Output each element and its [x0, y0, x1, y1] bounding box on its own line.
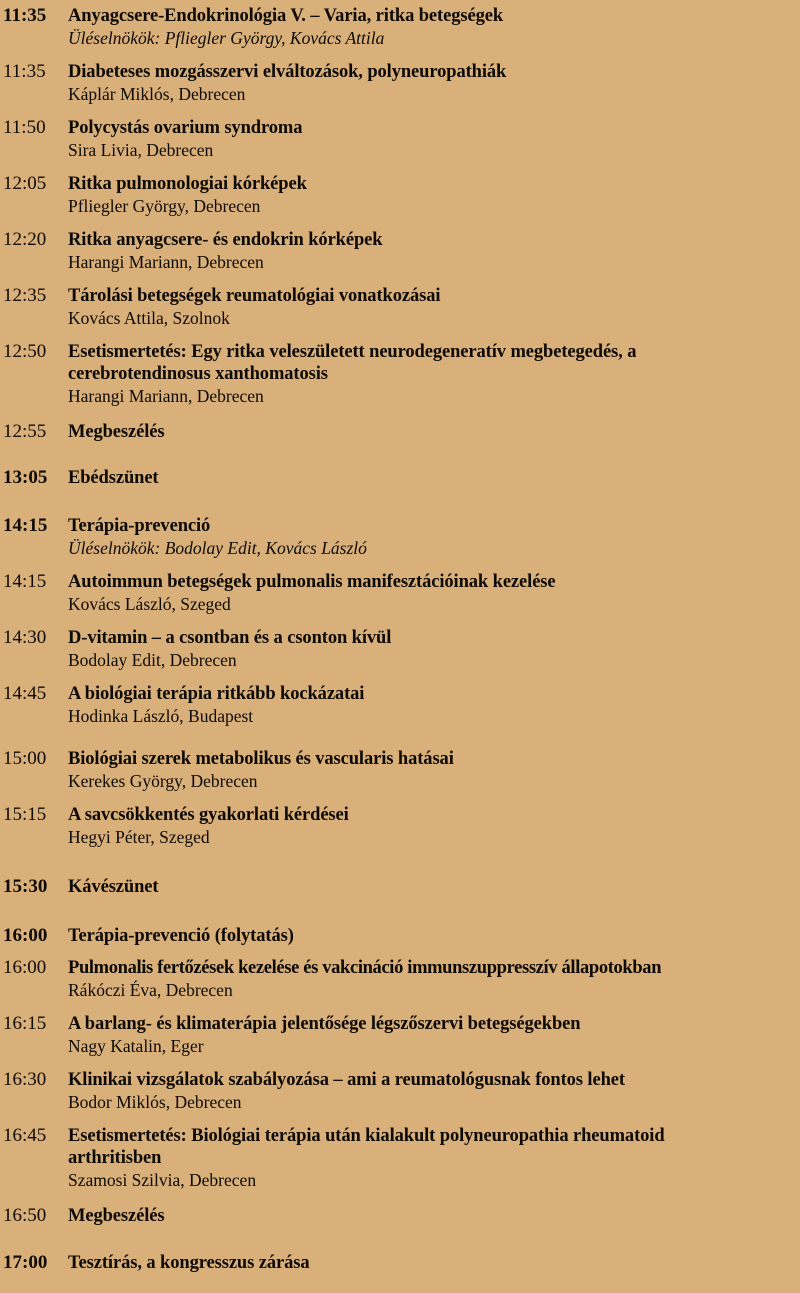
entry-time: 11:50	[3, 117, 46, 138]
entry-time: 15:15	[3, 804, 47, 825]
speaker: Hegyi Péter, Szeged	[68, 827, 210, 847]
talk-title: A biológiai terápia ritkább kockázatai	[68, 684, 365, 704]
entry-time: 14:15	[3, 571, 47, 592]
talk-title-line-2: cerebrotendinosus xanthomatosis	[68, 364, 328, 384]
speaker: Pfliegler György, Debrecen	[68, 196, 261, 216]
talk-title: Diabeteses mozgásszervi elváltozások, polyneuropathiák	[68, 62, 507, 82]
discussion-label: Megbeszélés	[68, 1206, 165, 1226]
talk-title-line-2: arthritisben	[68, 1148, 162, 1168]
talk-title: Ritka pulmonologiai kórképek	[68, 174, 307, 194]
talk-title: Autoimmun betegségek pulmonalis manifesztációinak kezelése	[68, 572, 556, 592]
entry-time: 12:55	[3, 421, 47, 442]
talk-title-line-1: Esetismertetés: Egy ritka veleszületett neurodegeneratív megbetegedés, a	[68, 342, 637, 362]
entry-time: 15:30	[3, 876, 48, 897]
entry-time: 12:20	[3, 229, 47, 250]
entry-time: 11:35	[3, 5, 47, 26]
speaker: Bodor Miklós, Debrecen	[68, 1092, 242, 1112]
speaker: Kovács László, Szeged	[68, 594, 231, 614]
entry-time: 12:05	[3, 173, 47, 194]
entry-time: 16:45	[3, 1125, 47, 1146]
talk-title: Klinikai vizsgálatok szabályozása – ami a reumatológusnak fontos lehet	[68, 1070, 625, 1090]
entry-time: 16:00	[3, 925, 48, 946]
speaker: Nagy Katalin, Eger	[68, 1036, 204, 1056]
speaker: Szamosi Szilvia, Debrecen	[68, 1170, 257, 1190]
speaker: Kerekes György, Debrecen	[68, 771, 258, 791]
entry-time: 14:15	[3, 515, 48, 536]
session-title: Anyagcsere-Endokrinológia V. – Varia, ritka betegségek	[68, 6, 504, 26]
entry-time: 11:35	[3, 61, 46, 82]
entry-time: 16:30	[3, 1069, 47, 1090]
talk-title: Pulmonalis fertőzések kezelése és vakcináció immunszuppresszív állapotokban	[68, 958, 662, 978]
talk-title-line-1: Esetismertetés: Biológiai terápia után kialakult polyneuropathia rheumatoid	[68, 1126, 665, 1146]
speaker: Bodolay Edit, Debrecen	[68, 650, 237, 670]
speaker: Hodinka László, Budapest	[68, 706, 254, 726]
entry-time: 14:45	[3, 683, 47, 704]
entry-time: 14:30	[3, 627, 47, 648]
talk-title: D-vitamin – a csontban és a csonton kívül	[68, 628, 392, 648]
entry-time: 12:50	[3, 341, 47, 362]
session-title: Terápia-prevenció	[68, 516, 211, 536]
speaker: Kovács Attila, Szolnok	[68, 308, 230, 328]
talk-title: Polycystás ovarium syndroma	[68, 118, 303, 138]
entry-time: 16:00	[3, 957, 47, 978]
talk-title: Ritka anyagcsere- és endokrin kórképek	[68, 230, 383, 250]
entry-time: 17:00	[3, 1252, 48, 1273]
entry-time: 12:35	[3, 285, 47, 306]
speaker: Káplár Miklós, Debrecen	[68, 84, 246, 104]
talk-title: A savcsökkentés gyakorlati kérdései	[68, 805, 349, 825]
talk-title: A barlang- és klimaterápia jelentősége légszőszervi betegségekben	[68, 1014, 581, 1034]
entry-time: 13:05	[3, 467, 48, 488]
session-chairs: Üléselnökök: Pfliegler György, Kovács Attila	[68, 28, 385, 48]
talk-title: Biológiai szerek metabolikus és vascularis hatásai	[68, 749, 454, 769]
talk-title: Tárolási betegségek reumatológiai vonatkozásai	[68, 286, 441, 306]
break-label: Kávészünet	[68, 877, 159, 897]
speaker: Rákóczi Éva, Debrecen	[68, 980, 233, 1000]
entry-time: 16:50	[3, 1205, 47, 1226]
speaker: Harangi Mariann, Debrecen	[68, 386, 264, 406]
closing-label: Tesztírás, a kongresszus zárása	[68, 1253, 310, 1273]
session-chairs: Üléselnökök: Bodolay Edit, Kovács László	[68, 538, 367, 558]
entry-time: 16:15	[3, 1013, 47, 1034]
session-title: Terápia-prevenció (folytatás)	[68, 926, 294, 946]
speaker: Sira Livia, Debrecen	[68, 140, 214, 160]
break-label: Ebédszünet	[68, 468, 159, 488]
discussion-label: Megbeszélés	[68, 422, 165, 442]
entry-time: 15:00	[3, 748, 47, 769]
speaker: Harangi Mariann, Debrecen	[68, 252, 264, 272]
